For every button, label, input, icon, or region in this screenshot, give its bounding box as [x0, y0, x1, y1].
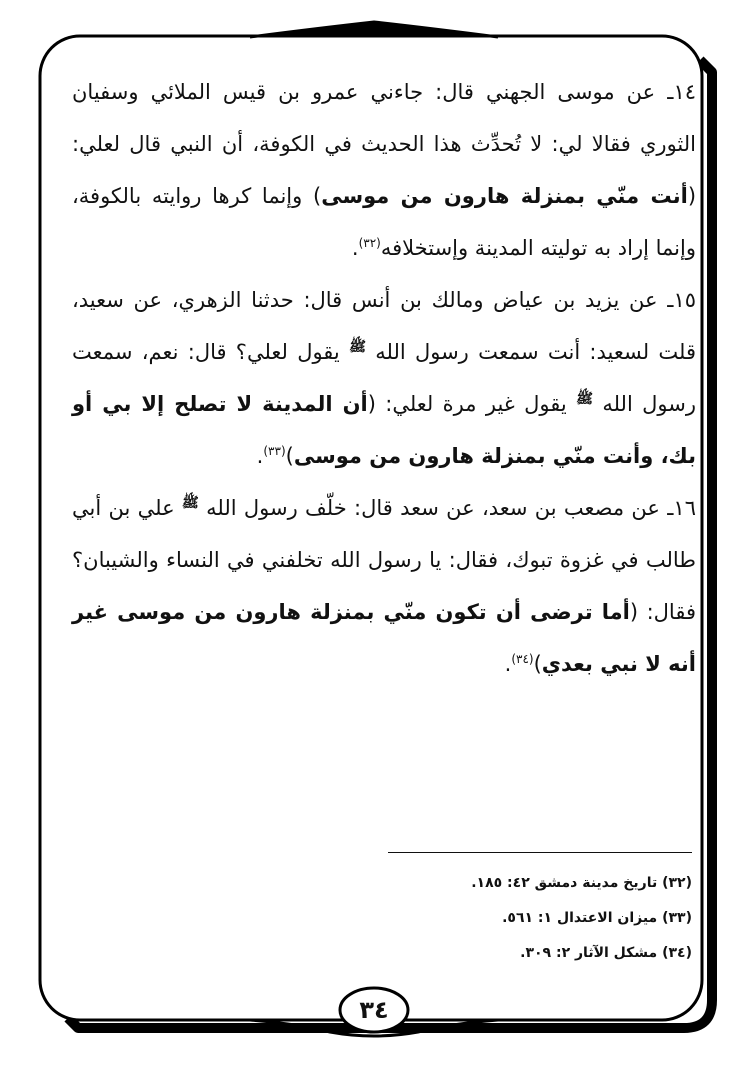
- hadith-text: يقول غير مرة لعلي: (: [367, 392, 567, 416]
- hadith-text: علي بن أبي طالب في غزوة تبوك، فقال: يا رسول الله تخلفني في النساء والشيبان؟ فقال: (: [72, 496, 696, 624]
- footnote-34: (٣٤) مشكل الآثار ٢: ٣٠٩.: [520, 945, 692, 961]
- page-number: ٣٤: [359, 996, 389, 1024]
- hadith-ending: .: [504, 652, 512, 676]
- hadith-quote: أن المدينة لا تصلح إلا بي أو بك، وأنت منّي بمنزلة هارون من موسى: [72, 392, 696, 468]
- hadith-text: ): [533, 652, 542, 676]
- footnote-32: (٣٢) تاريخ مدينة دمشق ٤٢: ١٨٥.: [471, 875, 692, 891]
- hadith-number: ١٦ـ: [667, 496, 696, 520]
- hadith-text: عن موسى الجهني قال: جاءني عمرو بن قيس الملائي وسفيان الثوري فقالا لي: لا تُحدِّث هذا الحديث في الكوفة، أن النبي قال لعلي: (: [72, 80, 697, 208]
- hadith-text: ) وإنما كرها روايته بالكوفة، وإنما إراد به توليته المدينة وإستخلافه: [72, 184, 696, 260]
- hadith-quote: أما ترضى أن تكون منّي بمنزلة هارون من موسى غير أنه لا نبي بعدي: [72, 600, 696, 676]
- hadith-15: [72, 274, 696, 482]
- salawat-glyph: ﷺ: [576, 391, 593, 407]
- hadith-number: ١٤ـ: [667, 80, 696, 104]
- footnote-33: (٣٣) ميزان الاعتدال ١: ٥٦١.: [502, 910, 692, 926]
- hadith-text: يقول لعلي؟ قال: نعم، سمعت رسول الله: [72, 340, 696, 416]
- salawat-glyph: ﷺ: [349, 339, 366, 355]
- main-text: [72, 66, 696, 690]
- salawat-glyph: ﷺ: [181, 495, 199, 511]
- hadith-text: عن مصعب بن سعد، عن سعد قال: خلّف رسول الله: [206, 496, 660, 520]
- hadith-text: ): [285, 444, 294, 468]
- footnote-ref[interactable]: (٣٤): [511, 652, 534, 666]
- footnote-ref[interactable]: (٣٢): [358, 236, 381, 250]
- footnotes: [300, 866, 692, 971]
- footnote-divider: [388, 852, 692, 853]
- hadith-16: [72, 482, 696, 690]
- hadith-text: عن يزيد بن عياض ومالك بن أنس قال: حدثنا الزهري، عن سعيد، قلت لسعيد: أنت سمعت رسول الله: [72, 288, 696, 364]
- footnote-ref[interactable]: (٣٣): [263, 444, 286, 458]
- hadith-quote: أنت منّي بمنزلة هارون من موسى: [321, 184, 688, 208]
- hadith-14: [72, 66, 696, 274]
- top-ornament: [250, 22, 498, 37]
- hadith-number: ١٥ـ: [667, 288, 696, 312]
- hadith-ending: .: [351, 236, 359, 260]
- hadith-ending: .: [256, 444, 264, 468]
